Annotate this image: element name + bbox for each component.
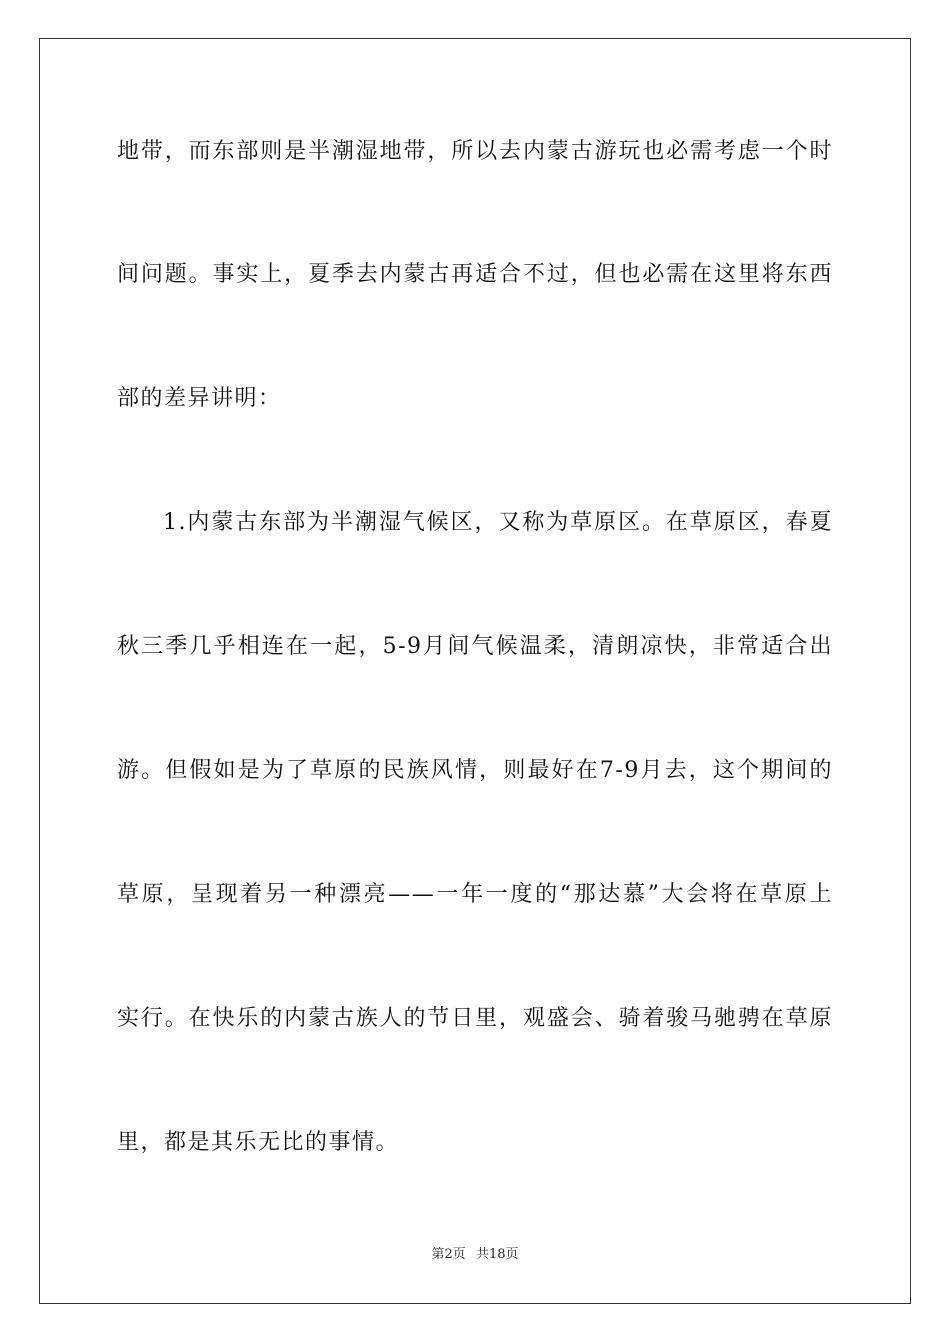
paragraph-line: 1.内蒙古东部为半潮湿气候区，又称为草原区。在草原区，春夏	[163, 510, 833, 535]
page-number: 第2页	[431, 1247, 466, 1262]
paragraph-line: 地带，而东部则是半潮湿地带，所以去内蒙古游玩也必需考虑一个时	[117, 139, 833, 164]
paragraph-line: 秋三季几乎相连在一起，5-9月间气候温柔，清朗凉快，非常适合出	[117, 634, 833, 659]
paragraph-line: 间问题。事实上，夏季去内蒙古再适合不过，但也必需在这里将东西	[117, 262, 833, 287]
page-border	[39, 38, 911, 1304]
paragraph-line: 实行。在快乐的内蒙古族人的节日里，观盛会、骑着骏马驰骋在草原	[117, 1006, 833, 1031]
paragraph-line: 部的差异讲明：	[117, 386, 282, 411]
paragraph-line: 里，都是其乐无比的事情。	[117, 1130, 400, 1155]
page-footer	[0, 1246, 950, 1264]
paragraph-line: 草原，呈现着另一种漂亮——一年一度的“那达慕”大会将在草原上	[117, 882, 833, 907]
page-total: 共18页	[475, 1247, 519, 1262]
paragraph-line: 游。但假如是为了草原的民族风情，则最好在7-9月去，这个期间的	[117, 758, 833, 783]
